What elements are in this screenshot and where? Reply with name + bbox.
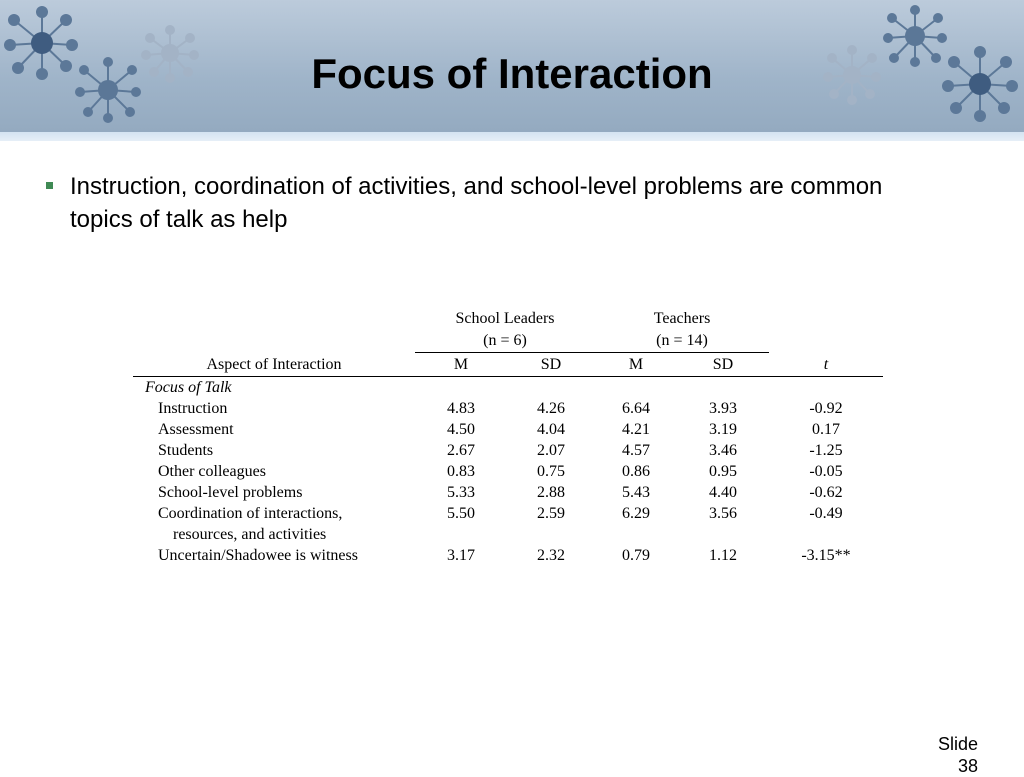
cell-sl-m: 2.67 <box>447 442 475 459</box>
table-row-continuation <box>133 524 883 545</box>
column-header-t-stat: t <box>769 353 883 377</box>
row-label: Uncertain/Shadowee is witness <box>158 547 358 564</box>
cell-t-stat: 0.17 <box>812 421 840 438</box>
cell-sl-m: 4.50 <box>447 421 475 438</box>
group-teachers <box>595 306 769 353</box>
cell-sl-m: 5.50 <box>447 505 475 522</box>
cell-t-sd: 0.95 <box>709 463 737 480</box>
column-header-t-m: M <box>595 353 677 377</box>
cell-sl-sd: 2.88 <box>537 484 565 501</box>
section-label: Focus of Talk <box>145 379 232 396</box>
row-label: Instruction <box>158 400 228 417</box>
cell-t-sd: 1.12 <box>709 547 737 564</box>
cell-sl-m: 0.83 <box>447 463 475 480</box>
cell-t-m: 0.86 <box>622 463 650 480</box>
table-row <box>133 440 883 461</box>
row-label: Coordination of interactions, <box>158 505 343 522</box>
column-header-sl-sd: SD <box>507 353 595 377</box>
cell-t-m: 6.29 <box>622 505 650 522</box>
row-label: Other colleagues <box>158 463 266 480</box>
cell-t-m: 6.64 <box>622 400 650 417</box>
group-teachers-label: Teachers <box>653 310 711 327</box>
table-row <box>133 461 883 482</box>
results-table <box>133 306 883 566</box>
group-teachers-n: (n = 14) <box>656 332 708 349</box>
slide-number-value: 38 <box>957 756 978 776</box>
slide-number-label: Slide <box>937 734 978 754</box>
slide-header <box>0 0 1024 132</box>
cell-t-sd: 3.93 <box>709 400 737 417</box>
group-header-row <box>133 306 883 353</box>
cell-t-stat: -0.92 <box>809 400 843 417</box>
column-header-t-sd: SD <box>677 353 769 377</box>
column-header-row <box>133 353 883 377</box>
cell-t-m: 4.57 <box>622 442 650 459</box>
slide-title: Focus of Interaction <box>311 50 713 97</box>
section-row <box>133 377 883 399</box>
cell-t-stat: -3.15** <box>801 547 851 564</box>
row-label: Students <box>158 442 214 459</box>
cell-sl-m: 5.33 <box>447 484 475 501</box>
cell-sl-sd: 0.75 <box>537 463 565 480</box>
cell-sl-sd: 2.59 <box>537 505 565 522</box>
group-school-leaders-label: School Leaders <box>455 310 555 327</box>
cell-sl-sd: 2.07 <box>537 442 565 459</box>
header-divider <box>0 132 1024 141</box>
cell-t-stat: -0.62 <box>809 484 843 501</box>
table-row <box>133 503 883 524</box>
group-school-leaders <box>415 306 595 353</box>
cell-t-stat: -0.49 <box>809 505 843 522</box>
cell-sl-sd: 4.04 <box>537 421 565 438</box>
table-row <box>133 545 883 566</box>
cell-sl-m: 4.83 <box>447 400 475 417</box>
cell-t-sd: 3.19 <box>709 421 737 438</box>
cell-t-sd: 4.40 <box>709 484 737 501</box>
table-row <box>133 419 883 440</box>
cell-sl-sd: 4.26 <box>537 400 565 417</box>
row-label-continuation: resources, and activities <box>173 526 327 543</box>
slide-number <box>918 733 978 777</box>
column-header-sl-m: M <box>415 353 507 377</box>
bullet-text: Instruction, coordination of activities, and school-level problems are common topics of talk as help <box>70 173 883 233</box>
cell-t-sd: 3.56 <box>709 505 737 522</box>
square-bullet-icon <box>46 182 53 189</box>
cell-t-stat: -0.05 <box>809 463 843 480</box>
cell-t-m: 0.79 <box>622 547 650 564</box>
cell-sl-sd: 2.32 <box>537 547 565 564</box>
cell-t-m: 5.43 <box>622 484 650 501</box>
table-row <box>133 482 883 503</box>
cell-t-sd: 3.46 <box>709 442 737 459</box>
row-label: School-level problems <box>158 484 303 501</box>
cell-t-m: 4.21 <box>622 421 650 438</box>
cell-sl-m: 3.17 <box>447 547 475 564</box>
row-label: Assessment <box>158 421 234 438</box>
group-school-leaders-n: (n = 6) <box>483 332 527 349</box>
table-row <box>133 398 883 419</box>
cell-t-stat: -1.25 <box>809 442 843 459</box>
column-header-aspect: Aspect of Interaction <box>133 353 415 377</box>
